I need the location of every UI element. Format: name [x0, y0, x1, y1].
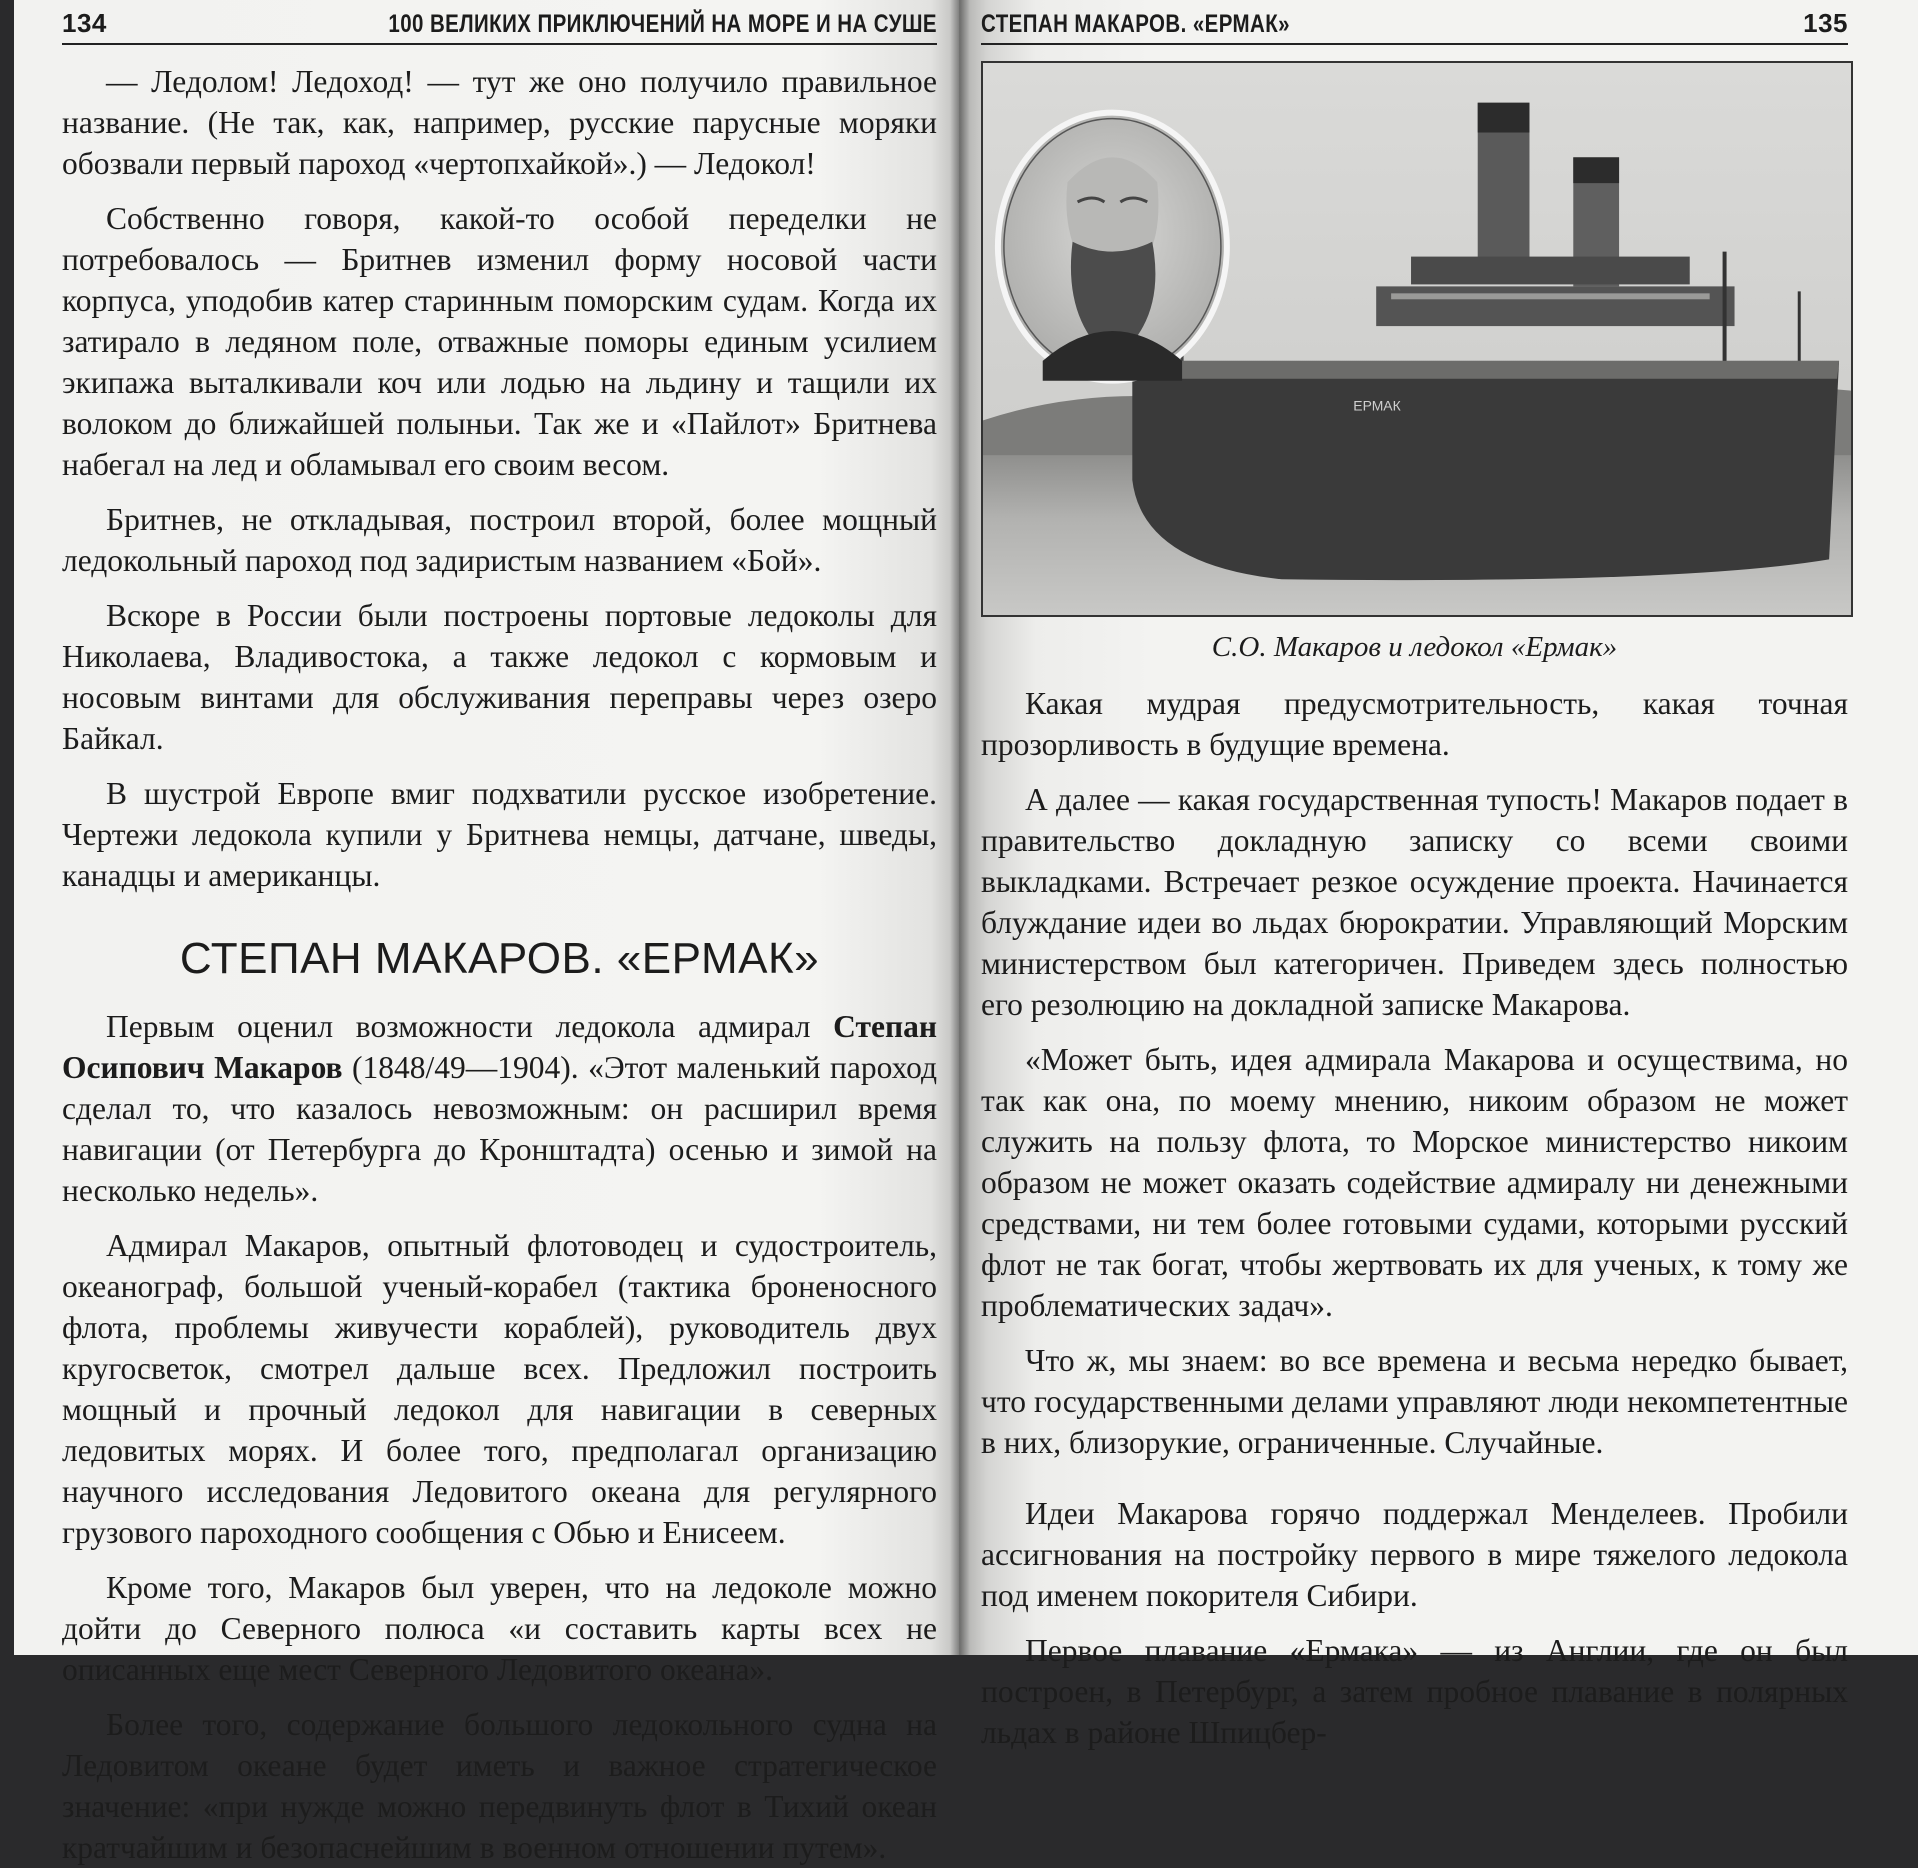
- chapter-first-paragraph: [62, 1006, 937, 1211]
- chapter-title: СТЕПАН МАКАРОВ. «ЕРМАК»: [179, 934, 820, 983]
- left-running-head: [62, 8, 937, 45]
- right-paragraph: Какая мудрая предусмотрительность, какая точная прозорливость в будущие времена.: [981, 686, 1848, 762]
- icebreaker-photo-illustration: [983, 63, 1851, 615]
- figure-caption: С.О. Макаров и ледокол «Ермак»: [1211, 631, 1618, 663]
- chapter-para-text: (1848/49—1904). «Этот маленький пароход сделал то, что казалось невозможным: он расширил время навигации (от Петербурга до Кронштадта) осенью и зимой на несколько недель».: [62, 1050, 937, 1208]
- photo-makarov-and-icebreaker: [981, 61, 1853, 617]
- left-page: [14, 0, 959, 1865]
- chapter-paragraph: Более того, содержание большого ледокольного судна на Ледовитом океане будет иметь и важное стратегическое значение: «при нужде можно передвинуть флот в Тихий океан кратчайшим и безопаснейшим в военном отношении путем».: [62, 1707, 937, 1865]
- right-page: [959, 0, 1918, 1750]
- chapter-para-text: Первым оценил возможности ледокола адмирал: [106, 1009, 834, 1044]
- left-paragraph: — Ледолом! Ледоход! — тут же оно получило правильное название. (Не так, как, например, русские парусные моряки обозвали первый пароход «чертопхайкой».) — Ледокол!: [62, 64, 937, 181]
- left-paragraph: В шустрой Европе вмиг подхватили русское изобретение. Чертежи ледокола купили у Бритнева немцы, датчане, шведы, канадцы и американцы.: [62, 776, 937, 893]
- right-paragraph: Что ж, мы знаем: во все времена и весьма нередко бывает, что государственными делами управляют люди некомпетентные в них, близорукие, ограниченные. Случайные.: [981, 1343, 1848, 1460]
- book-spine-shadow: [950, 0, 970, 1655]
- left-paragraph: Вскоре в России были построены портовые ледоколы для Николаева, Владивостока, а также ледокол с кормовым и носовым винтами для обслуживания переправы через озеро Байкал.: [62, 598, 937, 756]
- chapter-paragraph: Адмирал Макаров, опытный флотоводец и судостроитель, океанограф, большой ученый-корабел (тактика броненосного флота, проблемы живучести кораблей), руководитель двух кругосветок, смотрел дальше всех. Предложил построить мощный и прочный ледокол для навигации в северных ледовитых морях. И более того, предполагал организацию научного исследования Ледовитого океана для регулярного грузового пароходного сообщения с Обью и Енисеем.: [62, 1228, 937, 1550]
- right-paragraph: А далее — какая государственная тупость! Макаров подает в правительство докладную записку со всеми своими выкладками. Встречает резкое осуждение проекта. Начинается блуждание идеи во льдах бюрократии. Управляющий Морским министерством был категоричен. Приведем здесь полностью его резолюцию на докладной записке Макарова.: [981, 782, 1848, 1022]
- right-page-number: 135: [1803, 8, 1848, 38]
- right-paragraph: Идеи Макарова горячо поддержал Менделеев. Пробили ассигнования на постройку первого в мире тяжелого ледокола под именем покорителя Сибири.: [981, 1496, 1848, 1613]
- right-running-head-title: СТЕПАН МАКАРОВ. «ЕРМАК»: [981, 10, 1290, 38]
- left-running-head-title: 100 ВЕЛИКИХ ПРИКЛЮЧЕНИЙ НА МОРЕ И НА СУШЕ: [388, 10, 937, 38]
- ship-hull-name: ЕРМАК: [1353, 397, 1401, 414]
- right-paragraph: Первое плавание «Ермака» — из Англии, где он был построен, в Петербург, а затем пробное плавание в полярных льдах в районе Шпицбер-: [981, 1633, 1848, 1750]
- left-paragraph: Собственно говоря, какой-то особой переделки не потребовалось — Бритнев изменил форму носовой части корпуса, уподобив катер старинным поморским судам. Когда их затирало в ледяном поле, отважные поморы единым усилием экипажа выталкивали коч или лодью на льдину и тащили их волоком до ближайшей полыньи. Так же и «Пайлот» Бритнева набегал на лед и обламывал его своим весом.: [62, 201, 937, 482]
- left-page-number: 134: [62, 8, 107, 38]
- chapter-paragraph: Кроме того, Макаров был уверен, что на ледоколе можно дойти до Северного полюса «и составить карты всех не описанных еще мест Северного Ледовитого океана».: [62, 1570, 937, 1687]
- person-name-bold: Степан Осипович Макаров: [62, 1009, 937, 1085]
- left-paragraph: Бритнев, не откладывая, построил второй, более мощный ледокольный пароход под задиристым названием «Бой».: [62, 502, 937, 578]
- right-running-head: [981, 8, 1848, 45]
- right-quote-paragraph: «Может быть, идея адмирала Макарова и осуществима, но так как она, по моему мнению, никоим образом не может служить на пользу флота, то Морское министерство никоим образом не может оказать содействие адмиралу ни денежными средствами, ни тем более готовыми судами, которыми русский флот не так богат, чтобы жертвовать их для ученых, к тому же проблематических задач».: [981, 1042, 1848, 1323]
